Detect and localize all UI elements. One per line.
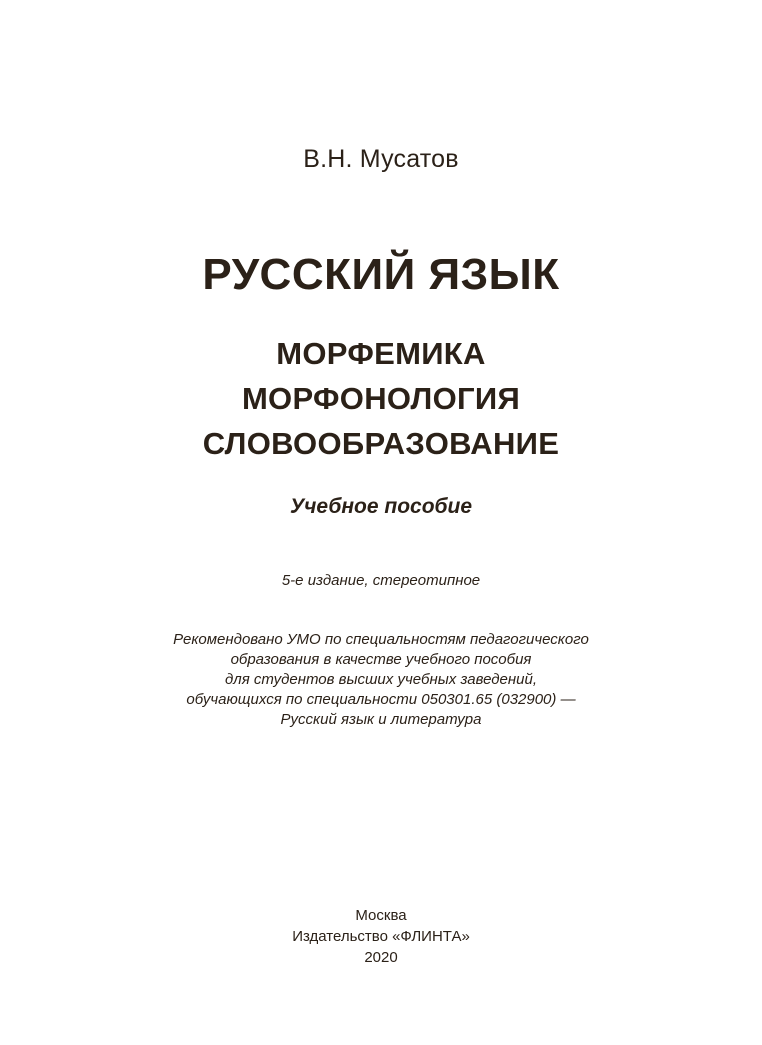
subtitle-morphemics: МОРФЕМИКА bbox=[276, 336, 486, 371]
imprint-city: Москва bbox=[355, 907, 407, 924]
subtitle-morphonology: МОРФОНОЛОГИЯ bbox=[241, 381, 521, 416]
subtitle-word-formation: СЛОВООБРАЗОВАНИЕ bbox=[202, 426, 560, 461]
recommendation-line: Рекомендовано УМО по специальностям педагогического bbox=[173, 631, 589, 648]
recommendation-block bbox=[0, 630, 762, 730]
recommendation-line: обучающихся по специальности 050301.65 (032900) — bbox=[186, 691, 576, 708]
recommendation-line: для студентов высших учебных заведений, bbox=[224, 671, 538, 688]
recommendation-line: Русский язык и литература bbox=[280, 711, 482, 728]
imprint-year: 2020 bbox=[364, 949, 398, 966]
book-title: РУССКИЙ ЯЗЫК bbox=[202, 250, 560, 299]
recommendation-line: образования в качестве учебного пособия bbox=[230, 651, 532, 668]
edition-info: 5-е издание, стереотипное bbox=[281, 572, 481, 589]
document-type: Учебное пособие bbox=[289, 495, 473, 518]
author-name: В.Н. Мусатов bbox=[303, 145, 459, 173]
imprint-publisher: Издательство «ФЛИНТА» bbox=[292, 928, 470, 945]
imprint-block bbox=[0, 905, 762, 968]
